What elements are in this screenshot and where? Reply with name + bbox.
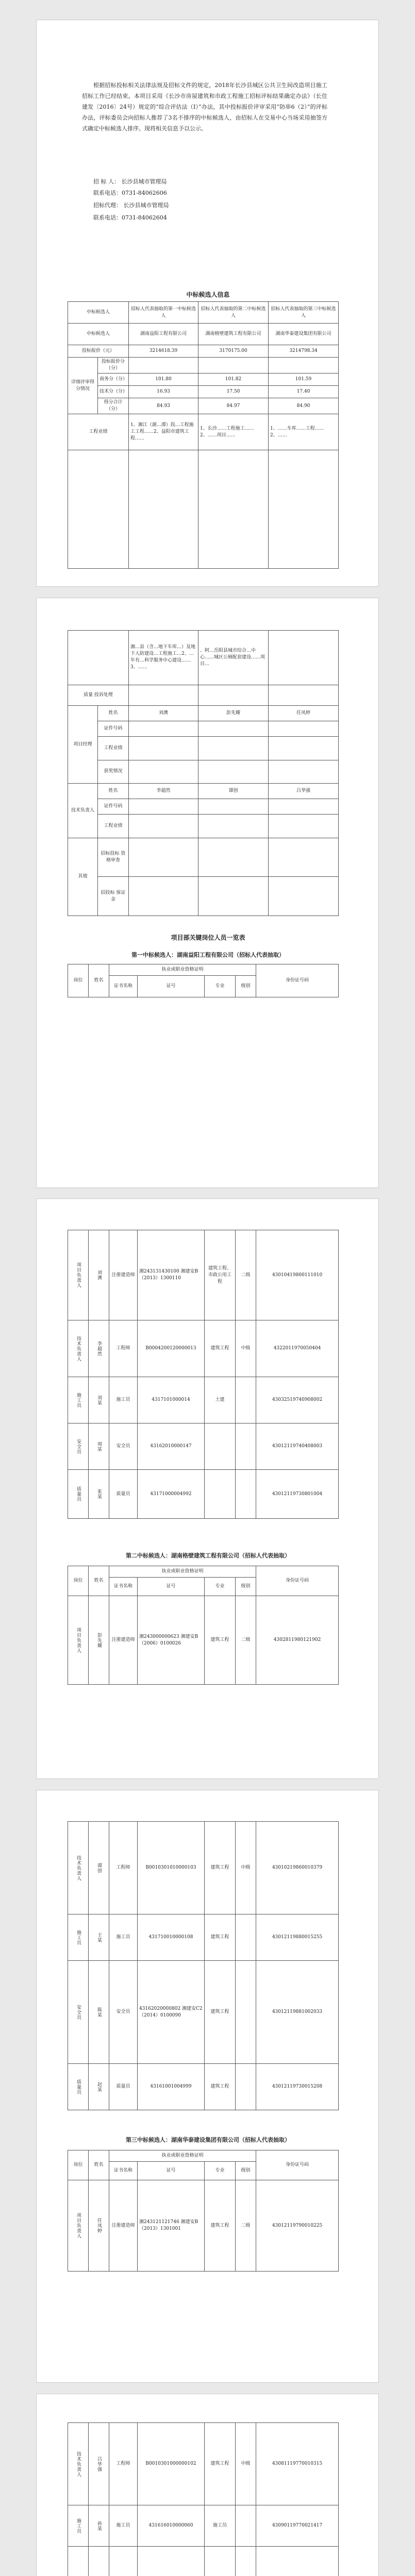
table-row [68, 760, 339, 783]
header-cell: 身份证号码 [256, 1566, 339, 1596]
table-row [68, 1320, 339, 1377]
cert-cell: 注册建造师 [109, 1230, 138, 1320]
header-cell: 专业 [205, 2162, 236, 2180]
major-cell: 建筑工程、市政公用工程 [205, 1230, 236, 1320]
header-cell: 中标候选人 [68, 302, 129, 324]
label-cell: 招标投标 资格审查 [98, 838, 129, 877]
cert-cell: 施工员 [109, 1914, 138, 1961]
major-cell: 建筑工程 [205, 1822, 236, 1914]
id-cell: 43012119730801004 [256, 1470, 339, 1519]
document-page-2 [36, 598, 379, 1188]
post-cell: 施工员 [68, 2505, 89, 2547]
table-row [68, 631, 339, 685]
value-cell: 3170175.00 [198, 345, 269, 358]
name-cell: 王某 [89, 1914, 109, 1961]
header-cell: 级别 [236, 1578, 256, 1596]
post-cell: 施工员 [68, 1377, 89, 1423]
id-cell: 4322011970050404 [256, 1320, 339, 1377]
second-candidate-title: 第二中标候选人：湖南格壁建筑工程有限公司（招标人代表抽取） [126, 1552, 290, 1559]
post-cell: 安全员 [68, 1423, 89, 1470]
value-cell: 湘…县（含…地下车库…）及地下人防建设…工程施工…2、…年有…科学服务中心建设……3、…… [129, 631, 198, 685]
major-cell: 土建 [205, 1377, 236, 1423]
value-cell [269, 838, 339, 877]
table-row [68, 1961, 339, 2064]
major-cell: 施工员 [205, 2505, 236, 2547]
company-cell: 湖南益阳工程有限公司 [129, 324, 198, 345]
major-cell: 建筑工程 [205, 2423, 236, 2505]
cert-number-cell: 43161001004999 [138, 2064, 205, 2110]
name-cell: 李超然 [89, 1320, 109, 1377]
personnel-heading: 项目部关键岗位人员一览表 [171, 934, 245, 941]
contact-line: 联系电话：0731-84062606 [93, 190, 167, 196]
value-cell [198, 838, 269, 877]
id-cell: 4302811980121902 [256, 1596, 339, 1685]
cert-number-cell: B0004200120000013 [138, 1320, 205, 1377]
header-cell: 招标人代表抽取的第三中标候选人 [269, 302, 339, 324]
value-cell [269, 358, 339, 374]
value-cell: 李超然 [129, 784, 198, 799]
label-cell: 工程业绩 [68, 414, 129, 450]
table-row [68, 1423, 339, 1470]
document-page-1 [36, 20, 379, 587]
header-cell: 岗位 [68, 2150, 89, 2180]
table-row [68, 964, 339, 976]
cert-number-cell: 431616010000060 [138, 2505, 205, 2547]
level-cell [236, 1377, 256, 1423]
table-row [68, 345, 339, 358]
label-cell: 详细评审得分情况 [68, 358, 98, 414]
value-cell: 17.50 [198, 386, 269, 398]
value-cell [198, 358, 269, 374]
id-cell: 43081119770010315 [256, 2423, 339, 2505]
cert-cell [109, 2547, 138, 2576]
table-row [68, 1914, 339, 1961]
table-row [68, 1822, 339, 1914]
value-cell: 彭先耀 [198, 706, 269, 721]
table-row [68, 414, 339, 450]
name-cell: 任凤婷 [89, 2180, 109, 2272]
label-cell: 招投标 保证金 [98, 877, 129, 916]
major-cell [205, 1423, 236, 1470]
first-personnel-header [68, 964, 339, 997]
level-cell: 中级 [236, 2423, 256, 2505]
name-cell [89, 2547, 109, 2576]
table-row [68, 386, 339, 398]
name-cell: 张某 [89, 1470, 109, 1519]
table-row [68, 1470, 339, 1519]
candidate-table-title: 中标候选人信息 [186, 291, 230, 298]
value-cell: 吕华强 [269, 784, 339, 799]
value-cell: 17.40 [269, 386, 339, 398]
level-cell [236, 1423, 256, 1470]
major-cell: 建筑工程 [205, 1320, 236, 1377]
table-row [68, 1596, 339, 1685]
label-cell: 姓名 [98, 784, 129, 799]
label-cell: 其他 [68, 838, 98, 916]
contact-line: 招标代理： 长沙县城市管理局 [93, 202, 169, 209]
label-cell: 证件号码 [98, 721, 129, 737]
company-cell: 湖南格壁建筑工程有限公司 [198, 324, 269, 345]
cert-number-cell: 431710010000108 [138, 1914, 205, 1961]
value-cell: 1、湘江（湖…潭）段…工程施工工程……2、益阳市建筑工程…… [129, 414, 198, 450]
value-cell: 101.59 [269, 374, 339, 386]
label-cell: 中标候选人 [68, 324, 129, 345]
major-cell: 建筑工程 [205, 2064, 236, 2110]
document-page-4 [36, 1790, 379, 2383]
header-cell: 证书名称 [109, 1578, 138, 1596]
header-cell: 执业或职业资格证明 [109, 1566, 256, 1578]
table-row [68, 706, 339, 721]
post-cell: 安全员 [68, 1961, 89, 2064]
name-cell: 刘澳 [89, 1230, 109, 1320]
value-cell [129, 877, 198, 916]
cert-number-cell [138, 2547, 205, 2576]
value-cell [129, 685, 198, 705]
value-cell: 、阿…岳阳县城市综合…中心……城区公厕配套建设……项目… [198, 631, 269, 685]
cert-cell: 质量员 [109, 1470, 138, 1519]
label-cell: 工程业绩 [98, 737, 129, 760]
level-cell [236, 2505, 256, 2547]
name-cell: 彭先耀 [89, 1596, 109, 1685]
value-cell [269, 721, 339, 737]
table-row [68, 815, 339, 838]
value-cell: 101.80 [129, 374, 198, 386]
value-cell [198, 685, 269, 705]
value-cell [269, 685, 339, 705]
id-cell: 43012119730015208 [256, 2064, 339, 2110]
level-cell [236, 1961, 256, 2064]
table-row [68, 302, 339, 324]
table-row [68, 737, 339, 760]
post-cell: 项目负责人 [68, 1596, 89, 1685]
id-cell: 43012119740408003 [256, 1423, 339, 1470]
table-row [68, 2150, 339, 2162]
table-row [68, 685, 339, 705]
header-cell: 专业 [205, 1578, 236, 1596]
cert-cell: 工程师 [109, 1320, 138, 1377]
name-cell: 刘某 [89, 1377, 109, 1423]
header-cell: 证号 [138, 2162, 205, 2180]
label-cell: 姓名 [98, 706, 129, 721]
post-cell: 技术负责人 [68, 1320, 89, 1377]
value-cell: 16.93 [129, 386, 198, 398]
header-cell: 证号 [138, 976, 205, 997]
value-cell [129, 838, 198, 877]
level-cell [236, 1470, 256, 1519]
cert-number-cell: B0010301010000103 [138, 1822, 205, 1914]
first-personnel-table [68, 1230, 339, 1519]
table-row [68, 721, 339, 737]
post-cell: 质量员 [68, 1470, 89, 1519]
cert-cell: 施工员 [109, 2505, 138, 2547]
header-cell: 岗位 [68, 964, 89, 997]
value-cell [129, 815, 198, 838]
label-cell: 投标报价（元） [68, 345, 129, 358]
value-cell: 84.97 [198, 398, 269, 414]
major-cell [205, 1470, 236, 1519]
id-cell: 43032519740908002 [256, 1377, 339, 1423]
name-cell: 赵某 [89, 2064, 109, 2110]
value-cell: 任凤婷 [269, 706, 339, 721]
value-cell: 3214618.39 [129, 345, 198, 358]
label-cell: 商务分（分） [98, 374, 129, 386]
post-cell: 技术负责人 [68, 1822, 89, 1914]
value-cell [129, 737, 198, 760]
post-cell: 质量员 [68, 2064, 89, 2110]
id-cell: 43012119790010225 [256, 2180, 339, 2272]
candidate-info-table [68, 301, 339, 569]
post-cell: 施工员 [68, 1914, 89, 1961]
cert-number-cell: 43162020000802 湘建安C2（2014）0100090 [138, 1961, 205, 2064]
table-row [68, 1377, 339, 1423]
label-cell: 技术负责人 [68, 784, 98, 838]
table-row [68, 450, 339, 569]
level-cell: 中级 [236, 1822, 256, 1914]
level-cell [236, 2547, 256, 2576]
document-page-3 [36, 1198, 379, 1779]
level-cell: 二级 [236, 1596, 256, 1685]
header-cell: 招标人代表抽取的第二中标候选人 [198, 302, 269, 324]
id-cell [256, 2547, 339, 2576]
cert-cell: 工程师 [109, 2423, 138, 2505]
label-cell: 得分合计（分） [98, 398, 129, 414]
header-cell: 专业 [205, 976, 236, 997]
cert-cell: 安全员 [109, 1423, 138, 1470]
second-personnel-table-cont [68, 1821, 339, 2110]
value-cell [269, 877, 339, 916]
header-cell: 级别 [236, 976, 256, 997]
value-cell [198, 737, 269, 760]
level-cell: 二级 [236, 2180, 256, 2272]
cert-number-cell: 湘243000000623 湘建安B（2006）0100026 [138, 1596, 205, 1685]
first-candidate-title: 第一中标候选人：湖南益阳工程有限公司（招标人代表抽取） [131, 952, 285, 958]
label-cell: 项目经理 [68, 706, 98, 784]
value-cell [198, 877, 269, 916]
cert-number-cell: B0010301000000102 [138, 2423, 205, 2505]
id-cell: 43012119880015255 [256, 1914, 339, 1961]
id-cell: 43010419800111010 [256, 1230, 339, 1320]
value-cell [129, 721, 198, 737]
post-cell: 项目负责人 [68, 1230, 89, 1320]
label-cell: 获奖情况 [98, 760, 129, 783]
value-cell [198, 799, 269, 815]
table-row [68, 784, 339, 799]
candidate-detail-table [68, 630, 339, 916]
header-cell: 级别 [236, 2162, 256, 2180]
value-cell [198, 760, 269, 783]
post-cell: 项目负责人 [68, 2180, 89, 2272]
cert-cell: 安全员 [109, 1961, 138, 2064]
second-personnel-table [68, 1566, 339, 1685]
value-cell: 84.93 [129, 398, 198, 414]
table-row [68, 398, 339, 414]
table-row [68, 877, 339, 916]
label-cell: 证件号码 [98, 799, 129, 815]
table-row [68, 838, 339, 877]
contact-line: 联系电话：0731-84062604 [93, 214, 167, 221]
name-cell: 陈某 [89, 1961, 109, 2064]
name-cell: 周某 [89, 1423, 109, 1470]
level-cell [236, 2064, 256, 2110]
header-cell: 姓名 [89, 964, 109, 997]
post-cell: 技术负责人 [68, 2423, 89, 2505]
cert-cell: 施工员 [109, 1377, 138, 1423]
cert-cell: 注册建造师 [109, 1596, 138, 1685]
third-candidate-title: 第三中标候选人：湖南华泰建设集团有限公司（招标人代表抽取） [126, 2137, 290, 2143]
major-cell [205, 2547, 236, 2576]
table-row [68, 2505, 339, 2547]
table-row [68, 2064, 339, 2110]
header-cell: 证号 [138, 1578, 205, 1596]
cert-number-cell: 43162010000147 [138, 1423, 205, 1470]
level-cell: 中级 [236, 1320, 256, 1377]
cert-number-cell: 4317101000014 [138, 1377, 205, 1423]
table-row [68, 324, 339, 345]
value-cell [129, 799, 198, 815]
table-row [68, 2423, 339, 2505]
value-cell: 3214798.34 [269, 345, 339, 358]
cert-cell: 质量员 [109, 2064, 138, 2110]
id-cell: 43012119881002033 [256, 1961, 339, 2064]
id-cell: 43010219860010379 [256, 1822, 339, 1914]
id-cell: 43090119770021417 [256, 2505, 339, 2547]
header-cell: 身份证号码 [256, 2150, 339, 2180]
value-cell [129, 358, 198, 374]
value-cell: 1、长沙……工程施工……2、……项目…… [198, 414, 269, 450]
third-personnel-table [68, 2150, 339, 2272]
label-cell: 投标报价分（分） [98, 358, 129, 374]
value-cell [198, 721, 269, 737]
label-cell: 工程业绩 [98, 815, 129, 838]
value-cell [129, 760, 198, 783]
header-cell: 证书名称 [109, 976, 138, 997]
header-cell: 姓名 [89, 1566, 109, 1596]
name-cell: 孙某 [89, 2505, 109, 2547]
level-cell: 二级 [236, 1230, 256, 1320]
contact-line: 招 标 人： 长沙县城市管理局 [93, 178, 167, 185]
cert-number-cell: 湘243121121746 湘建安B（2013）1301001 [138, 2180, 205, 2272]
label-cell: 技术分（分） [98, 386, 129, 398]
third-personnel-table-cont [68, 2422, 339, 2576]
post-cell [68, 2547, 89, 2576]
value-cell: 1、……车库……工程……2、…… [269, 414, 339, 450]
value-cell [269, 760, 339, 783]
table-row [68, 2180, 339, 2272]
header-cell: 身份证号码 [256, 964, 339, 997]
value-cell [198, 815, 269, 838]
header-cell: 姓名 [89, 2150, 109, 2180]
table-row [68, 1566, 339, 1578]
value-cell: 84.90 [269, 398, 339, 414]
company-cell: 湖南华泰建设集团有限公司 [269, 324, 339, 345]
intro-paragraph: 根据招标投标相关法律法规及招标文件的规定，2018年长沙县城区公共卫生间改造项目施工招标工作已经结束。本项目采用《长沙市房屋建筑和市政工程施工招标评标结果确定办法》（长住建发〔2016〕24号）规定的“综合评估法（Ⅰ）”办法，其中投标报价评审采用“防串6（2）”的评标办法，评标委员会向招标人推荐了3名不排序的中标候选人，由招标人在交易中心当场采用抽签方式确定中标候选人排序。现将相关信息予以公示。 [82, 82, 327, 132]
value-cell: 刘澳 [129, 706, 198, 721]
value-cell [269, 815, 339, 838]
major-cell: 建筑工程 [205, 1961, 236, 2064]
value-cell [269, 737, 339, 760]
value-cell: 101.82 [198, 374, 269, 386]
header-cell: 岗位 [68, 1566, 89, 1596]
table-row [68, 799, 339, 815]
header-cell: 执业或职业资格证明 [109, 2150, 256, 2162]
table-row [68, 1230, 339, 1320]
table-row [68, 358, 339, 374]
name-cell: 谭创 [89, 1822, 109, 1914]
level-cell [236, 1914, 256, 1961]
document-page-5 [36, 2394, 379, 2576]
cert-number-cell: 43171000004992 [138, 1470, 205, 1519]
header-cell: 招标人代表抽取的第一中标候选人 [129, 302, 198, 324]
cert-number-cell: 湘243131430100 湘建安B（2013）1300110 [138, 1230, 205, 1320]
header-cell: 证书名称 [109, 2162, 138, 2180]
label-cell: 质量 投诉处理 [68, 685, 129, 705]
cert-cell: 工程师 [109, 1822, 138, 1914]
value-cell [269, 799, 339, 815]
value-cell: 谭创 [198, 784, 269, 799]
value-cell [269, 631, 339, 685]
name-cell: 吕华强 [89, 2423, 109, 2505]
major-cell: 建筑工程 [205, 1596, 236, 1685]
major-cell: 建筑工程 [205, 2180, 236, 2272]
header-cell: 执业或职业资格证明 [109, 964, 256, 976]
major-cell: 建筑工程 [205, 1914, 236, 1961]
cert-cell: 注册建造师 [109, 2180, 138, 2272]
table-row [68, 2547, 339, 2576]
table-row [68, 374, 339, 386]
